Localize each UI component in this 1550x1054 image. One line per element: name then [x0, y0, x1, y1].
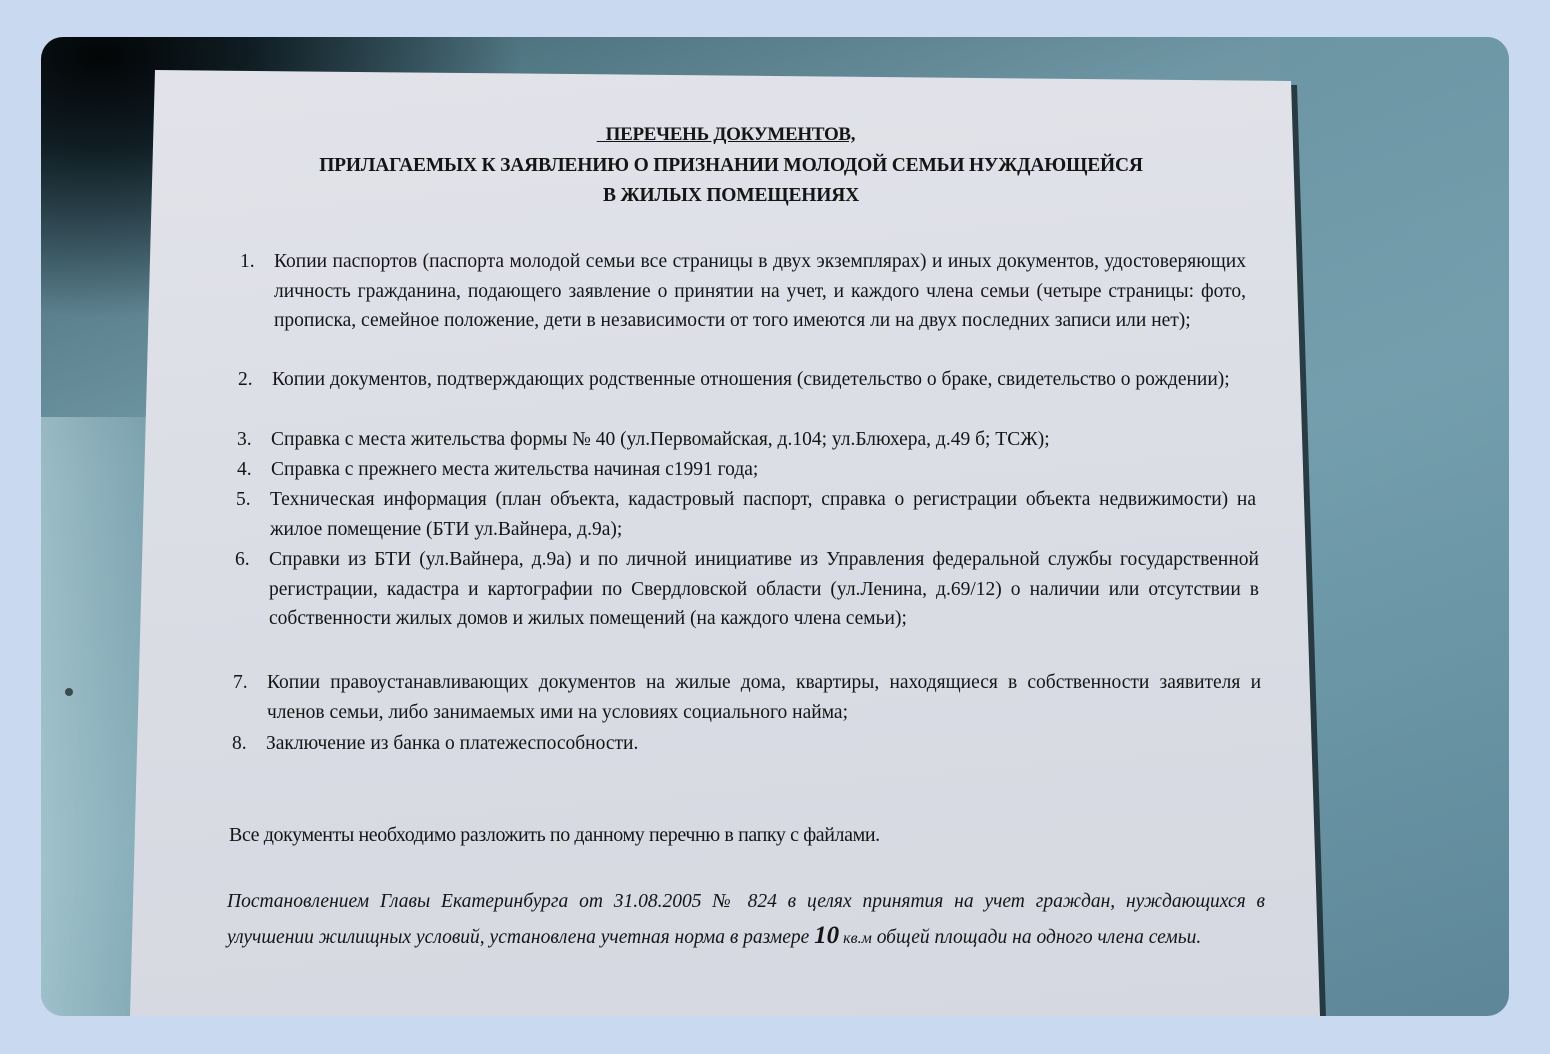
list-item-text: Техническая информация (план объекта, кадастровый паспорт, справка о регистрации объекта недвижимости) на жилое помещение (БТИ ул.Вайнера, д.9а);	[270, 489, 1256, 540]
document-subtitle: ПРИЛАГАЕМЫХ К ЗАЯВЛЕНИЮ О ПРИЗНАНИИ МОЛОДОЙ СЕМЬИ НУЖДАЮЩЕЙСЯ	[319, 155, 1143, 176]
list-item-number: 4.	[237, 459, 252, 480]
list-item	[237, 425, 1277, 455]
list-item-text: Копии правоустанавливающих документов на жилые дома, квартиры, находящиеся в собственности заявителя и членов семьи, либо занимаемых ими на условиях социального найма;	[267, 672, 1261, 723]
list-item-number: 5.	[236, 489, 251, 510]
norm-value: 10	[814, 922, 840, 949]
resolution-paragraph	[227, 885, 1265, 956]
list-item-text: Копии документов, подтверждающих родственные отношения (свидетельство о браке, свидетельство о рождении);	[272, 369, 1230, 390]
norm-unit: кв.м	[839, 930, 872, 947]
list-item-number: 6.	[235, 549, 250, 570]
document-subtitle-line-2: В ЖИЛЫХ ПОМЕЩЕНИЯХ	[602, 185, 860, 206]
document-title: ПЕРЕЧЕНЬ ДОКУМЕНТОВ,	[596, 124, 856, 145]
list-item-number: 2.	[238, 369, 253, 390]
list-item-text: Копии паспортов (паспорта молодой семьи все страницы в двух экземплярах) и иных документов, удостоверяющих личность гражданина, подающего заявление о принятии на учет, и каждого члена семьи (четыре страницы: фото, прописка, семейное положение, дети в независимости от того имеются ли на двух последних записи или нет);	[274, 251, 1246, 331]
list-item	[233, 668, 1261, 727]
list-item-text: Справки из БТИ (ул.Вайнера, д.9а) и по личной инициативе из Управления федеральной службы государственной регистрации, кадастра и картографии по Свердловской области (ул.Ленина, д.69/12) о наличии или отсутствии в собственности жилых домов и жилых помещений (на каждого члена семьи);	[269, 549, 1259, 629]
document-content	[41, 37, 1509, 1016]
resolution-text-end: общей площади на одного члена семьи.	[871, 927, 1202, 948]
list-item-text: Заключение из банка о платежеспособности.	[266, 733, 639, 754]
resolution-text: Постановлением Главы Екатеринбурга от 31.08.2005 № 824 в целях принятия на учет граждан, нуждающихся в улучшении жилищных условий, установлена учетная норма в размере	[227, 891, 1265, 948]
list-item-number: 7.	[233, 672, 248, 693]
list-item	[238, 365, 1250, 395]
list-item-number: 8.	[232, 733, 247, 754]
list-item-text: Справка с места жительства формы № 40 (ул.Первомайская, д.104; ул.Блюхера, д.49 б; ТСЖ);	[271, 429, 1050, 450]
list-item-text: Справка с прежнего места жительства начиная с1991 года;	[271, 459, 759, 480]
list-item	[232, 729, 1232, 759]
list-item-number: 1.	[240, 251, 255, 272]
instruction-note: Все документы необходимо разложить по данному перечню в папку с файлами.	[229, 824, 880, 846]
list-item	[240, 247, 1246, 336]
document-photo	[41, 37, 1509, 1016]
list-item-number: 3.	[237, 429, 252, 450]
list-item	[237, 455, 1257, 485]
list-item	[236, 485, 1256, 544]
list-item	[235, 545, 1259, 634]
